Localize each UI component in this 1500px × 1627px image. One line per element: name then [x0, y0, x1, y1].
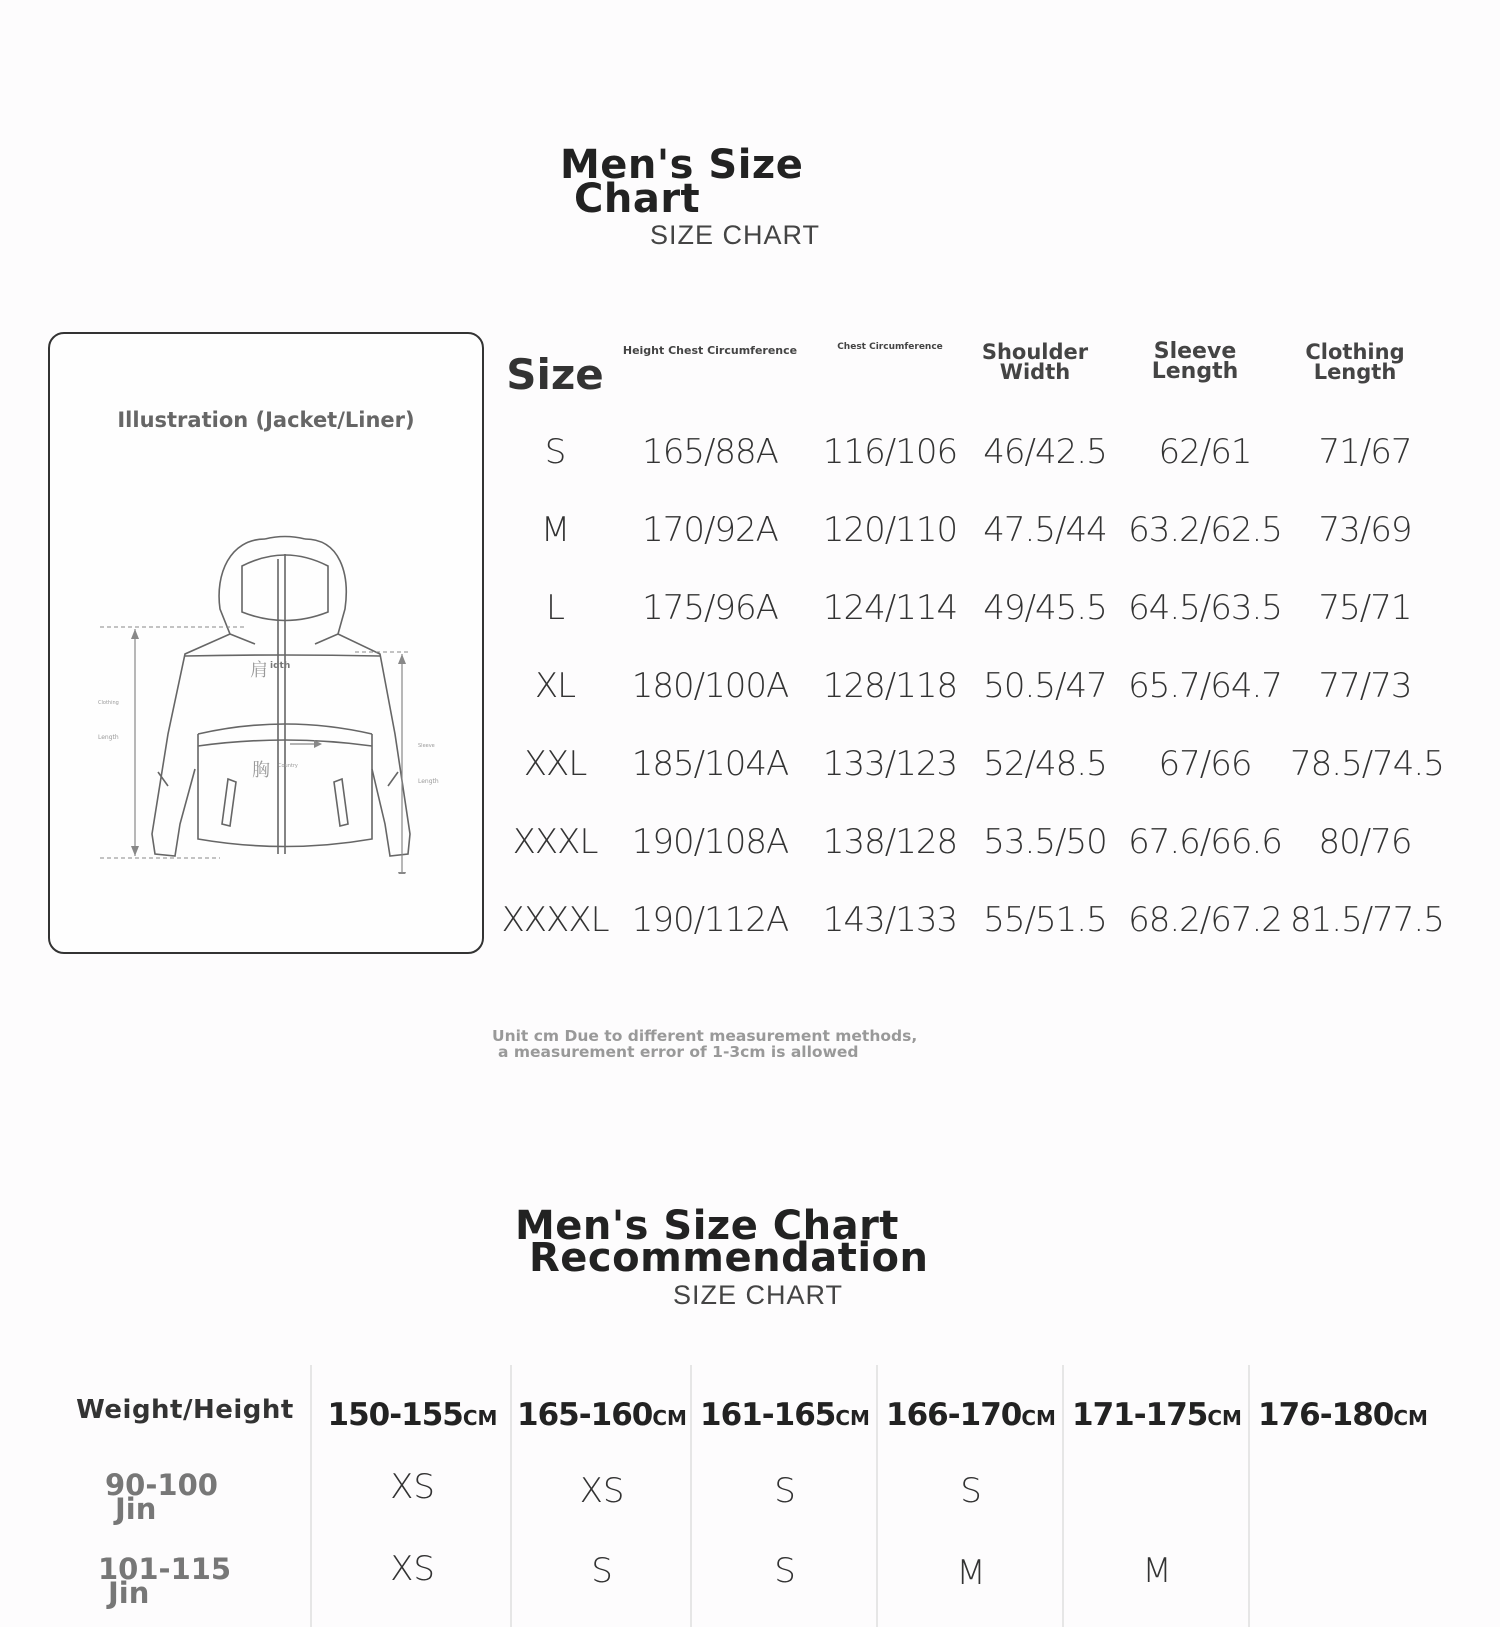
cell-chest: 143/133	[822, 900, 958, 940]
header-height-range	[1064, 1397, 1250, 1433]
rec-size-cell: XS	[579, 1471, 625, 1511]
cell-size: L	[546, 588, 564, 628]
cell-shoulder: 46/42.5	[983, 432, 1107, 472]
table-row	[500, 744, 1480, 804]
cell-height-chest: 185/104A	[631, 744, 789, 784]
cell-sleeve: 68.2/67.2	[1128, 900, 1282, 940]
height-range-value: 176-180	[1258, 1397, 1394, 1433]
header-clothing-length	[1290, 342, 1420, 382]
rec-size-cell: M	[1142, 1551, 1172, 1591]
rec-size-cell: S	[960, 1471, 982, 1511]
cell-size: M	[540, 510, 570, 550]
cell-shoulder: 47.5/44	[983, 510, 1107, 550]
shoulder-glyph: 肩	[250, 660, 268, 681]
cell-chest: 138/128	[822, 822, 958, 862]
height-unit: CM	[835, 1406, 870, 1430]
size-chart-title	[560, 142, 920, 251]
cell-size: XXXL	[512, 822, 598, 862]
height-unit: CM	[652, 1406, 687, 1430]
table-row	[500, 432, 1480, 492]
height-range-value: 171-175	[1072, 1397, 1208, 1433]
header-shoulder	[970, 342, 1100, 382]
measurement-note	[492, 1028, 1012, 1060]
cell-shoulder: 53.5/50	[983, 822, 1107, 862]
width-label: idth	[270, 661, 291, 671]
header-height-range	[692, 1397, 878, 1433]
rec-size-cell: M	[956, 1553, 986, 1593]
clothing-label: Clothing	[98, 700, 119, 706]
cell-height-chest: 175/96A	[642, 588, 778, 628]
cell-length: 81.5/77.5	[1290, 900, 1444, 940]
header-sleeve-line-2: Length	[1151, 359, 1239, 384]
header-size: Size	[506, 350, 604, 399]
note-line-1: Unit cm Due to different measurement methods,	[492, 1027, 918, 1045]
header-height-range	[878, 1397, 1064, 1433]
length-label-left: Length	[98, 734, 119, 741]
table-row	[500, 588, 1480, 648]
cell-size: XXL	[523, 744, 587, 784]
cell-size: S	[544, 432, 566, 472]
height-unit: CM	[1021, 1406, 1056, 1430]
header-height-range	[512, 1397, 692, 1433]
header-height-range	[1250, 1397, 1436, 1433]
header-sleeve-line-1: Sleeve	[1153, 339, 1237, 364]
height-range-value: 150-155	[327, 1397, 463, 1433]
header-weight-height: Weight/Height	[76, 1395, 294, 1425]
length-label-right: Length	[418, 778, 439, 785]
cell-chest: 133/123	[822, 744, 958, 784]
rec-size-cell: S	[774, 1471, 796, 1511]
cell-shoulder: 52/48.5	[983, 744, 1107, 784]
weight-value: 90-100	[105, 1468, 218, 1502]
header-shoulder-line-2: Width	[999, 360, 1071, 384]
illustration-title: Illustration (Jacket/Liner)	[117, 408, 415, 432]
cell-sleeve: 64.5/63.5	[1128, 588, 1282, 628]
recommendation-table	[60, 1365, 1460, 1627]
header-clothing-line-2: Length	[1313, 360, 1397, 384]
cell-sleeve: 65.7/64.7	[1128, 666, 1282, 706]
recommendation-heading	[515, 1203, 995, 1281]
table-row	[500, 900, 1480, 960]
rec-title-line-1: Men's Size Chart	[515, 1203, 899, 1249]
weight-unit: Jin	[115, 1492, 157, 1526]
weight-label	[105, 1468, 218, 1526]
cell-sleeve: 63.2/62.5	[1128, 510, 1282, 550]
header-height-range	[315, 1397, 510, 1433]
cell-height-chest: 180/100A	[631, 666, 789, 706]
title-line-1: Men's Size	[560, 142, 804, 188]
header-shoulder-line-1: Shoulder	[981, 340, 1089, 364]
size-chart-subtitle: SIZE CHART	[650, 220, 821, 250]
header-chest: Chest Circumference	[837, 342, 943, 352]
table-row	[500, 666, 1480, 726]
rec-size-cell: XS	[390, 1467, 435, 1507]
cell-height-chest: 190/108A	[631, 822, 789, 862]
rec-size-cell: S	[591, 1551, 613, 1591]
cell-chest: 116/106	[822, 432, 958, 472]
cell-shoulder: 50.5/47	[983, 666, 1107, 706]
cell-chest: 120/110	[822, 510, 958, 550]
country-label: Country	[278, 763, 298, 769]
weight-label	[98, 1552, 232, 1610]
height-range-value: 166-170	[886, 1397, 1022, 1433]
cell-chest: 124/114	[822, 588, 958, 628]
cell-sleeve: 62/61	[1158, 432, 1252, 472]
weight-value: 101-115	[98, 1552, 232, 1586]
height-unit: CM	[1207, 1406, 1242, 1430]
cell-length: 75/71	[1318, 588, 1412, 628]
cell-sleeve: 67/66	[1158, 744, 1252, 784]
chest-glyph: 胸	[252, 760, 270, 781]
header-height-chest: Height Chest Circumference	[622, 344, 798, 357]
size-chart-heading	[560, 142, 920, 222]
rec-size-cell: XS	[390, 1549, 435, 1589]
cell-shoulder: 55/51.5	[983, 900, 1107, 940]
cell-length: 77/73	[1318, 666, 1412, 706]
cell-size: XL	[534, 666, 576, 706]
title-line-2: Chart	[574, 176, 701, 222]
recommendation-title	[515, 1203, 995, 1311]
weight-unit: Jin	[108, 1576, 150, 1610]
cell-chest: 128/118	[822, 666, 958, 706]
illustration-panel	[48, 332, 484, 954]
cell-length: 80/76	[1318, 822, 1412, 862]
height-unit: CM	[462, 1406, 498, 1430]
cell-length: 71/67	[1318, 432, 1412, 472]
column-divider	[310, 1365, 312, 1627]
header-clothing-line-1: Clothing	[1305, 340, 1405, 364]
cell-length: 73/69	[1318, 510, 1412, 550]
table-row	[500, 822, 1480, 882]
cell-height-chest: 170/92A	[642, 510, 778, 550]
table-row	[500, 510, 1480, 570]
cell-size: XXXXL	[501, 900, 609, 940]
cell-sleeve: 67.6/66.6	[1128, 822, 1282, 862]
height-range-value: 161-165	[700, 1397, 836, 1433]
sleeve-label: Sleeve	[418, 743, 435, 749]
cell-height-chest: 165/88A	[642, 432, 778, 472]
cell-height-chest: 190/112A	[631, 900, 789, 940]
header-sleeve	[1130, 339, 1260, 384]
rec-title-line-2: Recommendation	[529, 1235, 929, 1281]
rec-size-cell: S	[774, 1551, 796, 1591]
cell-length: 78.5/74.5	[1290, 744, 1444, 784]
note-line-2: a measurement error of 1-3cm is allowed	[498, 1043, 859, 1061]
jacket-illustration	[80, 494, 460, 874]
height-range-value: 165-160	[517, 1397, 653, 1433]
cell-shoulder: 49/45.5	[983, 588, 1107, 628]
recommendation-subtitle: SIZE CHART	[673, 1280, 844, 1310]
height-unit: CM	[1393, 1406, 1428, 1430]
